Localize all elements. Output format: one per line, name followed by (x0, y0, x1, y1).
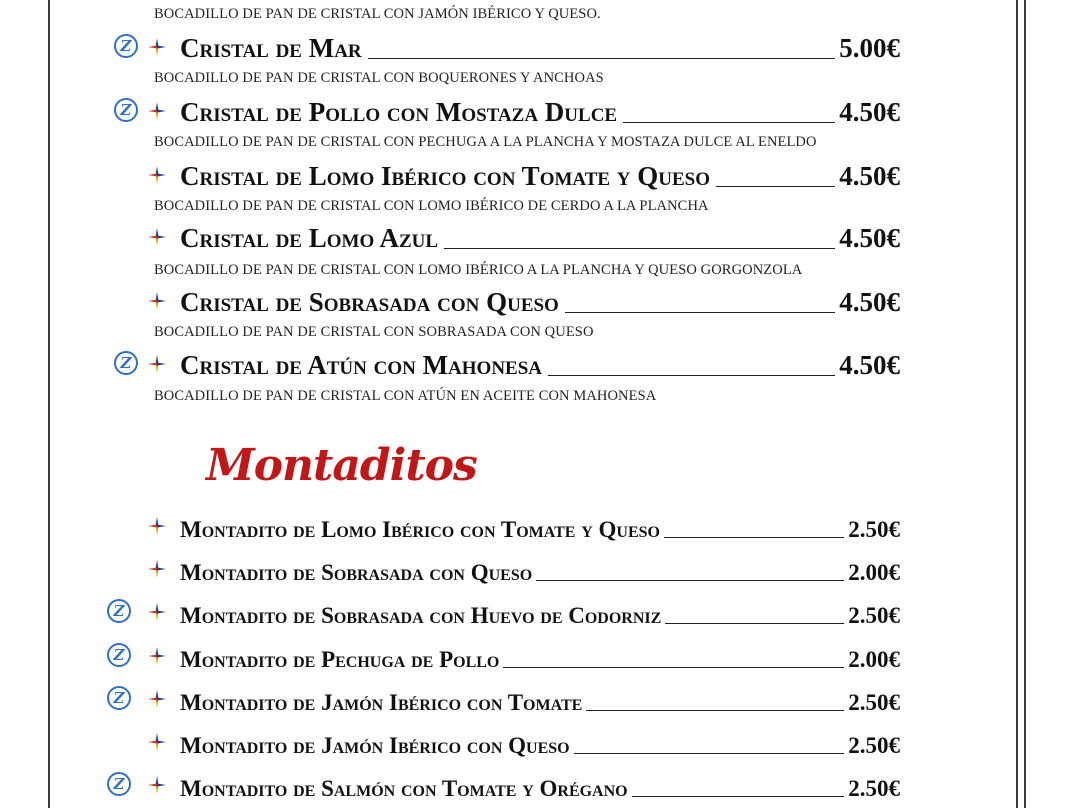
z-circle-icon (107, 643, 131, 667)
cristal-item-description: BOCADILLO DE PAN DE CRISTAL CON LOMO IBÉRICO A LA PLANCHA Y QUESO GORGONZOLA (154, 262, 803, 278)
cristal-item-name: Cristal de Lomo Ibérico con Tomate y Queso (180, 161, 711, 191)
cristal-item (0, 349, 1080, 379)
cristal-item-price: 4.50€ (839, 287, 900, 317)
four-point-star-icon (148, 517, 166, 535)
montadito-item (0, 770, 1080, 800)
dotted-leader-line (586, 710, 844, 712)
z-circle-icon (114, 98, 138, 122)
montadito-item-name: Montadito de Jamón Ibérico con Queso (180, 733, 570, 758)
montadito-item-name: Montadito de Lomo Ibérico con Tomate y Queso (180, 517, 660, 542)
dotted-leader-line (548, 375, 835, 377)
z-circle-icon (107, 599, 131, 623)
montadito-item (0, 554, 1080, 584)
cristal-item-name: Cristal de Pollo con Mostaza Dulce (180, 97, 618, 127)
dotted-leader-line (444, 248, 835, 250)
montadito-item (0, 641, 1080, 671)
montadito-item (0, 511, 1080, 541)
dotted-leader-line (574, 753, 845, 755)
dotted-leader-line (665, 623, 844, 625)
cristal-item (0, 222, 1080, 252)
montadito-item (0, 684, 1080, 714)
cristal-item-price: 5.00€ (839, 33, 900, 63)
cristal-item (0, 160, 1080, 190)
cristal-item-price: 4.50€ (839, 97, 900, 127)
cristal-item-name: Cristal de Sobrasada con Queso (180, 287, 559, 317)
dotted-leader-line (503, 667, 844, 669)
dotted-leader-line (368, 58, 836, 60)
four-point-star-icon (148, 733, 166, 751)
montadito-item-name: Montadito de Salmón con Tomate y Orégano (180, 776, 628, 801)
cristal-item-description: BOCADILLO DE PAN DE CRISTAL CON ATÚN EN ACEITE CON MAHONESA (154, 388, 657, 404)
z-circle-icon (114, 351, 138, 375)
cristal-item-name: Cristal de Lomo Azul (180, 223, 439, 253)
four-point-star-icon (148, 603, 166, 621)
dotted-leader-line (565, 312, 835, 314)
cristal-item-name: Cristal de Mar (180, 33, 362, 63)
montadito-item-price: 2.00€ (848, 647, 900, 672)
cristal-item-description: BOCADILLO DE PAN DE CRISTAL CON BOQUERONES Y ANCHOAS (154, 70, 604, 86)
z-circle-icon (107, 772, 131, 796)
z-badge-letter: Z (120, 100, 132, 119)
z-badge-letter: Z (120, 36, 132, 55)
cristal-item-description: BOCADILLO DE PAN DE CRISTAL CON JAMÓN IBÉRICO Y QUESO. (154, 6, 601, 22)
dotted-leader-line (536, 580, 844, 582)
section-title-montaditos: Montaditos (206, 440, 477, 491)
montadito-item-name: Montadito de Sobrasada con Queso (180, 560, 533, 585)
montadito-item-price: 2.00€ (848, 560, 900, 585)
montadito-item-price: 2.50€ (848, 690, 900, 715)
montadito-item-name: Montadito de Sobrasada con Huevo de Codorniz (180, 603, 662, 628)
four-point-star-icon (148, 355, 166, 373)
cristal-item (0, 96, 1080, 126)
montadito-item-name: Montadito de Pechuga de Pollo (180, 647, 500, 672)
dotted-leader-line (716, 186, 835, 188)
z-badge-letter: Z (113, 601, 125, 620)
montadito-item-name: Montadito de Jamón Ibérico con Tomate (180, 690, 583, 715)
cristal-item-description: BOCADILLO DE PAN DE CRISTAL CON LOMO IBÉRICO DE CERDO A LA PLANCHA (154, 198, 709, 214)
cristal-item-price: 4.50€ (839, 350, 900, 380)
montadito-item (0, 597, 1080, 627)
z-badge-letter: Z (113, 774, 125, 793)
cristal-item-description: BOCADILLO DE PAN DE CRISTAL CON SOBRASADA CON QUESO (154, 324, 594, 340)
cristal-item (0, 286, 1080, 316)
cristal-item-price: 4.50€ (839, 161, 900, 191)
four-point-star-icon (148, 560, 166, 578)
four-point-star-icon (148, 228, 166, 246)
cristal-item-description: BOCADILLO DE PAN DE CRISTAL CON PECHUGA A LA PLANCHA Y MOSTAZA DULCE AL ENELDO (154, 134, 817, 150)
montadito-item-price: 2.50€ (848, 603, 900, 628)
cristal-item (0, 32, 1080, 62)
dotted-leader-line (632, 796, 845, 798)
four-point-star-icon (148, 647, 166, 665)
dotted-leader-line (623, 122, 835, 124)
four-point-star-icon (148, 292, 166, 310)
four-point-star-icon (148, 776, 166, 794)
four-point-star-icon (148, 166, 166, 184)
z-circle-icon (107, 686, 131, 710)
cristal-item-name: Cristal de Atún con Mahonesa (180, 350, 543, 380)
z-badge-letter: Z (113, 688, 125, 707)
four-point-star-icon (148, 38, 166, 56)
four-point-star-icon (148, 102, 166, 120)
montadito-item-price: 2.50€ (848, 517, 900, 542)
montadito-item (0, 727, 1080, 757)
four-point-star-icon (148, 690, 166, 708)
cristal-item-price: 4.50€ (839, 223, 900, 253)
montadito-item-price: 2.50€ (848, 733, 900, 758)
montadito-item-price: 2.50€ (848, 776, 900, 801)
dotted-leader-line (664, 537, 844, 539)
z-circle-icon (114, 34, 138, 58)
z-badge-letter: Z (113, 645, 125, 664)
z-badge-letter: Z (120, 353, 132, 372)
